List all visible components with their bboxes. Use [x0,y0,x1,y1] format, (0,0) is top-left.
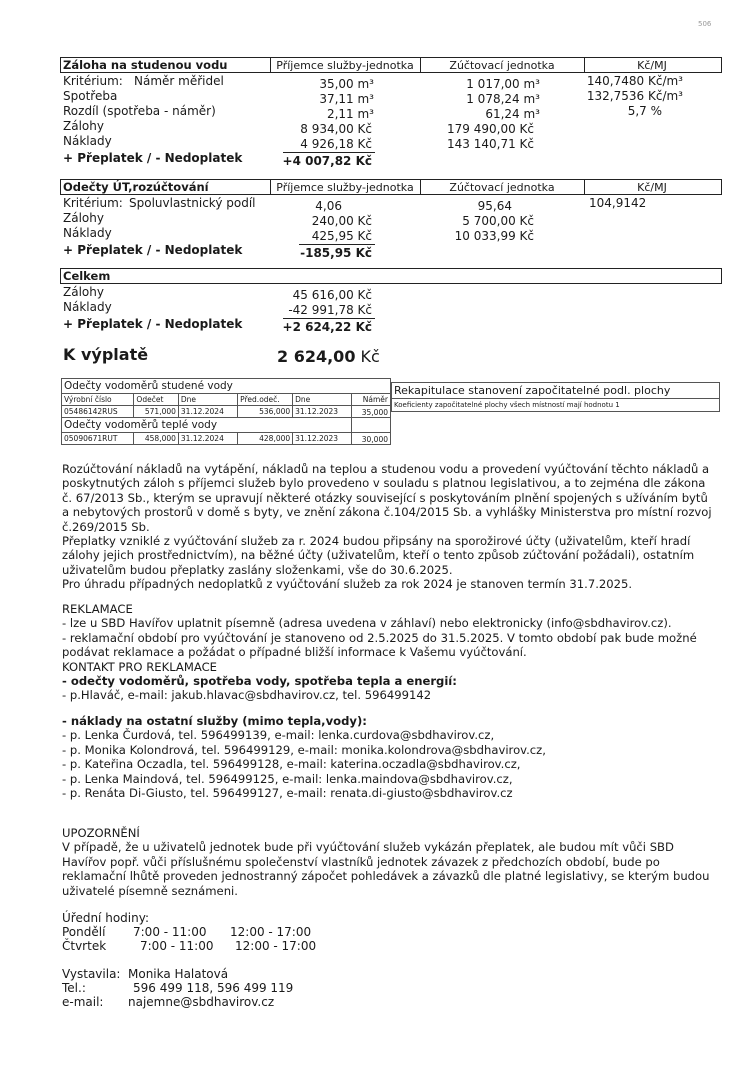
email-label: e-mail: [62,995,104,1009]
col-reading: Odečet [134,394,178,406]
col-prev-reading: Před.odeč. [238,394,293,406]
cold-meters-title: Odečty vodoměrů studené vody [62,379,391,394]
hours-afternoon: 12:00 - 17:00 [230,925,312,939]
contact-item: - p. Monika Kolondrová, tel. 596499129, e-mail: monika.kolondrova@sbdhavirov.cz, [62,742,546,757]
tel-label: Tel.: [62,981,86,995]
heating-result-value: -185,95 Kč [300,246,372,260]
heating-col-unit: Zúčtovací jednotka [449,181,555,194]
cold-water-title: Záloha na studenou vodu [63,58,228,72]
cold-advances-label: Zálohy [63,119,104,133]
reklamace-item: - reklamační období pro vyúčtování je stanoveno od 2.5.2025 do 31.5.2025. V tomto období pak bude možné podávat reklamace a požádat o případné bližší informace k Vašemu vyúčtování. [62,630,697,660]
cold-consumption-v2: 1 078,24 m³ [466,92,540,106]
contact-item: - p. Renáta Di-Giusto, tel. 596499127, e-mail: renata.di-giusto@sbdhavirov.cz [62,786,513,801]
prepared-value: Monika Halatová [128,967,229,981]
reklamace-title: REKLAMACE [62,602,133,616]
hours-day: Čtvrtek [62,939,107,953]
cold-result-value: +4 007,82 Kč [282,154,372,168]
cold-costs-v1: 4 926,18 Kč [300,137,372,151]
paragraph-legislation: Rozúčtování nákladů na vytápění, nákladů na teplou a studenou vodu a provedení vyúčtování těchto nákladů a poskytnutých záloh s příjemci služeb bylo provedeno v souladu s platnou legislativou, a to zejména dle zákona č. 67/2013 Sb., kterým se upravují některé otázky související s poskytováním plnění spojených s užíváním bytů a nebytových prostorů v domě s byty, ve znění zákona č.104/2015 Sb. a vyhlášky Ministerstva pro místní rozvoj č.269/2015 Sb. [62,462,712,534]
heating-costs-label: Náklady [63,226,112,240]
payout-value: 2 624,00 [277,347,356,366]
contacts-section [62,714,717,800]
recap-title: Rekapitulace stanovení započitatelné podl. plochy [392,383,720,399]
contact-item: - p. Lenka Maindová, tel. 596499125, e-mail: lenka.maindova@sbdhavirov.cz, [62,771,513,786]
hot-amount: 30,000 [352,433,391,445]
hot-reading: 458,000 [134,433,178,445]
cold-consumption-v3: 132,7536 Kč/m³ [586,89,683,103]
total-costs-label: Náklady [63,300,112,314]
upozorneni-title: UPOZORNĚNÍ [62,826,140,840]
table-row [62,406,391,418]
kontakt-energy-heading: - odečty vodoměrů, spotřeba vody, spotřeba tepla a energií: [62,674,457,689]
meters-table [61,378,391,445]
col-prev-date: Dne [293,394,352,406]
reklamace-section [62,602,717,703]
cold-result-label: + Přeplatek / - Nedoplatek [63,151,243,165]
email-value: najemne@sbdhavirov.cz [128,995,275,1009]
paragraph-underpayments: Pro úhradu případných nedoplatků z vyúčtování služeb za rok 2024 je stanoven termín 31.7.2025. [62,577,633,592]
heating-criterion-value: Spoluvlastnický podíl [129,196,256,210]
heating-criterion-v3: 104,9142 [589,196,647,210]
kontakt-other-heading: - náklady na ostatní služby (mimo tepla,vody): [62,714,367,728]
reklamace-item: - lze u SBD Havířov uplatnit písemně (adresa uvedena v záhlaví) nebo elektronicky (info@sbdhavirov.cz). [62,616,672,631]
payout-currency: Kč [360,347,380,366]
total-header-box [60,268,722,284]
paragraph-overpayments: Přeplatky vzniklé z vyúčtování služeb za r. 2024 budou připsány na sporožirové účty (uživatelům, kteří hradí zálohy jejich prostřednictvím), na běžné účty (uživatelům, kteří o tento způsob zúčtování požádali), ostatním uživatelům budou přeplatky zaslány složenkami, vše do 30.6.2025. [62,534,695,577]
col-serial: Výrobní číslo [62,394,134,406]
upozorneni-section [62,826,717,898]
heating-costs-v2: 10 033,99 Kč [454,229,534,243]
cold-col-recipient: Příjemce služby-jednotka [276,59,414,72]
hours-morning: 7:00 - 11:00 [133,925,207,939]
prepared-label: Vystavila: [62,967,121,981]
heating-advances-v1: 240,00 Kč [311,214,372,228]
cold-criterion-v2: 1 017,00 m³ [466,77,540,91]
cold-reading: 571,000 [134,406,178,418]
cold-advances-v1: 8 934,00 Kč [300,122,372,136]
hot-meters-title: Odečty vodoměrů teplé vody [62,418,352,433]
total-advances-value: 45 616,00 Kč [292,288,372,302]
heating-col-recipient: Příjemce služby-jednotka [276,181,414,194]
total-result-label: + Přeplatek / - Nedoplatek [63,317,243,331]
heating-col-price: Kč/MJ [637,181,667,194]
heating-criterion-v2: 95,64 [477,199,512,213]
total-advances-label: Zálohy [63,285,104,299]
heating-result-label: + Přeplatek / - Nedoplatek [63,243,243,257]
cold-prev-date: 31.12.2023 [293,406,352,418]
heating-criterion-v1: 4,06 [315,199,342,213]
hours-afternoon: 12:00 - 17:00 [235,939,317,953]
heating-costs-v1: 425,95 Kč [311,229,372,243]
cold-consumption-label: Spotřeba [63,89,118,103]
cold-diff-v1: 2,11 m³ [326,107,374,121]
total-title: Celkem [63,269,111,283]
upozorneni-text: V případě, že u uživatelů jednotek bude při vyúčtování služeb vykázán přeplatek, ale budou mít vůči SBD Havířov popř. vůči příslušnému společenství vlastníků jednotek závazek z předchozích období, bude po reklamační lhůtě proveden jednostranný zápočet pohledávek a závazků dle platné legislativy, se kterým budou uživatelé písemně seznámeni. [62,840,710,898]
cold-diff-v3: 5,7 % [627,104,662,118]
info-text [62,462,717,592]
kontakt-energy-person: - p.Hlaváč, e-mail: jakub.hlavac@sbdhavirov.cz, tel. 596499142 [62,688,432,703]
cold-advances-v2: 179 490,00 Kč [447,122,534,136]
sum-line [299,244,375,245]
sum-line [283,152,375,153]
recap-table [391,382,720,412]
hours-day: Pondělí [62,925,106,939]
cold-col-unit: Zúčtovací jednotka [449,59,555,72]
cold-col-price: Kč/MJ [637,59,667,72]
cold-prev-reading: 536,000 [238,406,293,418]
contact-item: - p. Lenka Čurdová, tel. 596499139, e-mail: lenka.curdova@sbdhavirov.cz, [62,728,495,743]
cold-diff-v2: 61,24 m³ [485,107,540,121]
cold-criterion-v1: 35,00 m³ [319,77,374,91]
cold-criterion-v3: 140,7480 Kč/m³ [586,74,683,88]
payout-amount [277,347,380,366]
sum-line [283,318,375,319]
recap-text: Koeficienty započitatelné plochy všech místností mají hodnotu 1 [392,399,720,412]
total-costs-value: -42 991,78 Kč [288,303,372,317]
payout-label: K výplatě [63,345,149,364]
cold-criterion-label: Kritérium: [63,74,123,88]
hours-title: Úřední hodiny: [62,911,149,925]
kontakt-title: KONTAKT PRO REKLAMACE [62,659,217,674]
hot-prev-reading: 428,000 [238,433,293,445]
cold-date: 31.12.2024 [178,406,237,418]
heating-title: Odečty ÚT,rozúčtování [63,180,209,194]
hot-date: 31.12.2024 [178,433,237,445]
cold-amount: 35,000 [352,406,391,418]
cold-diff-label: Rozdíl (spotřeba - náměr) [63,104,216,118]
heating-criterion-label: Kritérium: [63,196,123,210]
hot-serial: 05090671RUT [62,433,134,445]
cold-costs-v2: 143 140,71 Kč [447,137,534,151]
table-row [62,433,391,445]
contact-item: - p. Kateřina Oczadla, tel. 596499128, e-mail: katerina.oczadla@sbdhavirov.cz, [62,757,521,772]
tel-value: 596 499 118, 596 499 119 [133,981,294,995]
cold-criterion-value: Náměr měřidel [134,74,224,88]
heating-advances-label: Zálohy [63,211,104,225]
col-date: Dne [178,394,237,406]
cold-costs-label: Náklady [63,134,112,148]
heating-advances-v2: 5 700,00 Kč [462,214,534,228]
cold-serial: 05486142RUS [62,406,134,418]
col-amount: Náměr [352,394,391,406]
hours-morning: 7:00 - 11:00 [140,939,214,953]
cold-consumption-v1: 37,11 m³ [319,92,374,106]
hot-prev-date: 31.12.2023 [293,433,352,445]
page-number: 506 [698,20,712,28]
total-result-value: +2 624,22 Kč [282,320,372,334]
